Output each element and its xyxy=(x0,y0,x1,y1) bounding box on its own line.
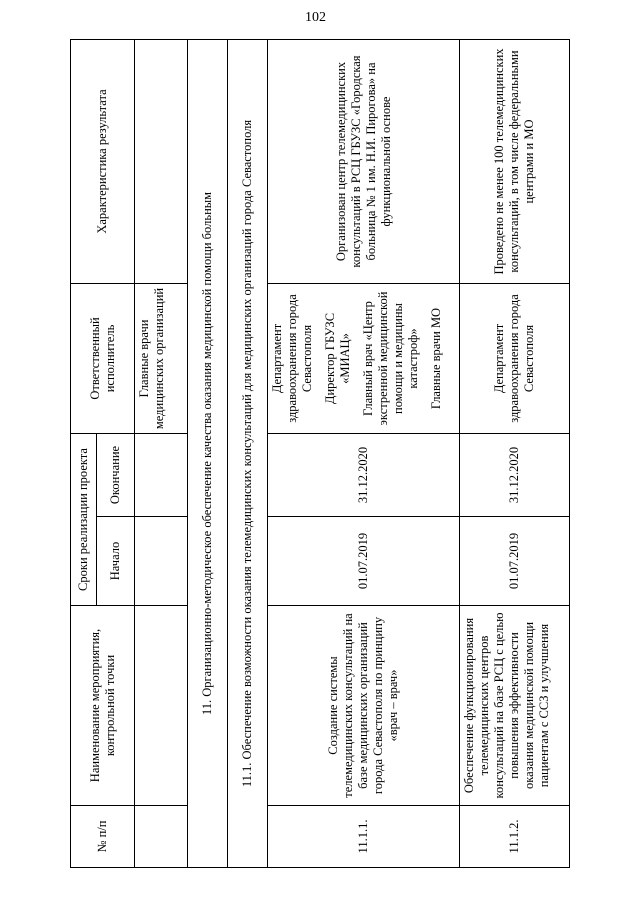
activities-table xyxy=(70,39,570,868)
responsible-line: Главные врачи МО xyxy=(429,307,443,410)
table-row xyxy=(268,40,460,868)
row-end: 31.12.2020 xyxy=(268,434,460,517)
responsible-line: Департамент здравоохранения города Севастополя xyxy=(270,294,314,423)
page-number: 102 xyxy=(305,10,326,25)
table-row xyxy=(460,40,570,868)
header-end: Окончание xyxy=(97,434,135,517)
header-name: Наименование мероприятия, контрольной точки xyxy=(71,606,135,806)
row-result: Проведено не менее 100 телемедицинских консультаций, в том числе федеральными центрами и МО xyxy=(460,40,570,284)
section-title: 11. Организационно-методическое обеспечение качества оказания медицинской помощи больным xyxy=(188,40,228,868)
pre-row-responsible: Главные врачи медицинских организаций xyxy=(135,284,188,434)
row-start: 01.07.2019 xyxy=(460,517,570,606)
responsible-line: Департамент здравоохранения города Севастополя xyxy=(492,294,536,423)
row-num: 11.1.2. xyxy=(460,806,570,868)
row-num: 11.1.1. xyxy=(268,806,460,868)
subsection-title: 11.1. Обеспечение возможности оказания телемедицинских консультаций для медицинских организаций города Севастополя xyxy=(228,40,268,868)
header-result: Характеристика результата xyxy=(71,40,135,284)
rotated-table-container xyxy=(70,40,569,868)
row-responsible xyxy=(460,284,570,434)
table-row-pre xyxy=(135,40,188,868)
cell-empty xyxy=(135,517,188,606)
cell-empty xyxy=(135,806,188,868)
row-result: Организован центр телемедицинских консультаций в РСЦ ГБУЗС «Городская больница № 1 им. Н.И. Пирогова» на функциональной основе xyxy=(268,40,460,284)
row-end: 31.12.2020 xyxy=(460,434,570,517)
row-start: 01.07.2019 xyxy=(268,517,460,606)
header-num: № п/п xyxy=(71,806,135,868)
header-responsible: Ответственный исполнитель xyxy=(71,284,135,434)
header-start: Начало xyxy=(97,517,135,606)
responsible-line: Главный врач «Центр экстренной медицинской помощи и медицины катастроф» xyxy=(361,291,420,426)
responsible-line: Директор ГБУЗС «МИАЦ» xyxy=(323,312,352,405)
cell-empty xyxy=(135,40,188,284)
cell-empty xyxy=(135,434,188,517)
cell-empty xyxy=(135,606,188,806)
header-terms: Сроки реализации проекта xyxy=(71,434,97,606)
row-name: Обеспечение функционирования телемедицинских центров консультаций на базе РСЦ с целью повышения эффективности оказания медицинской помощи пациентам с ССЗ и улучшения xyxy=(460,606,570,806)
row-responsible xyxy=(268,284,460,434)
row-name: Создание системы телемедицинских консультаций на базе медицинских организаций города Севастополя по принципу «врач – врач» xyxy=(268,606,460,806)
